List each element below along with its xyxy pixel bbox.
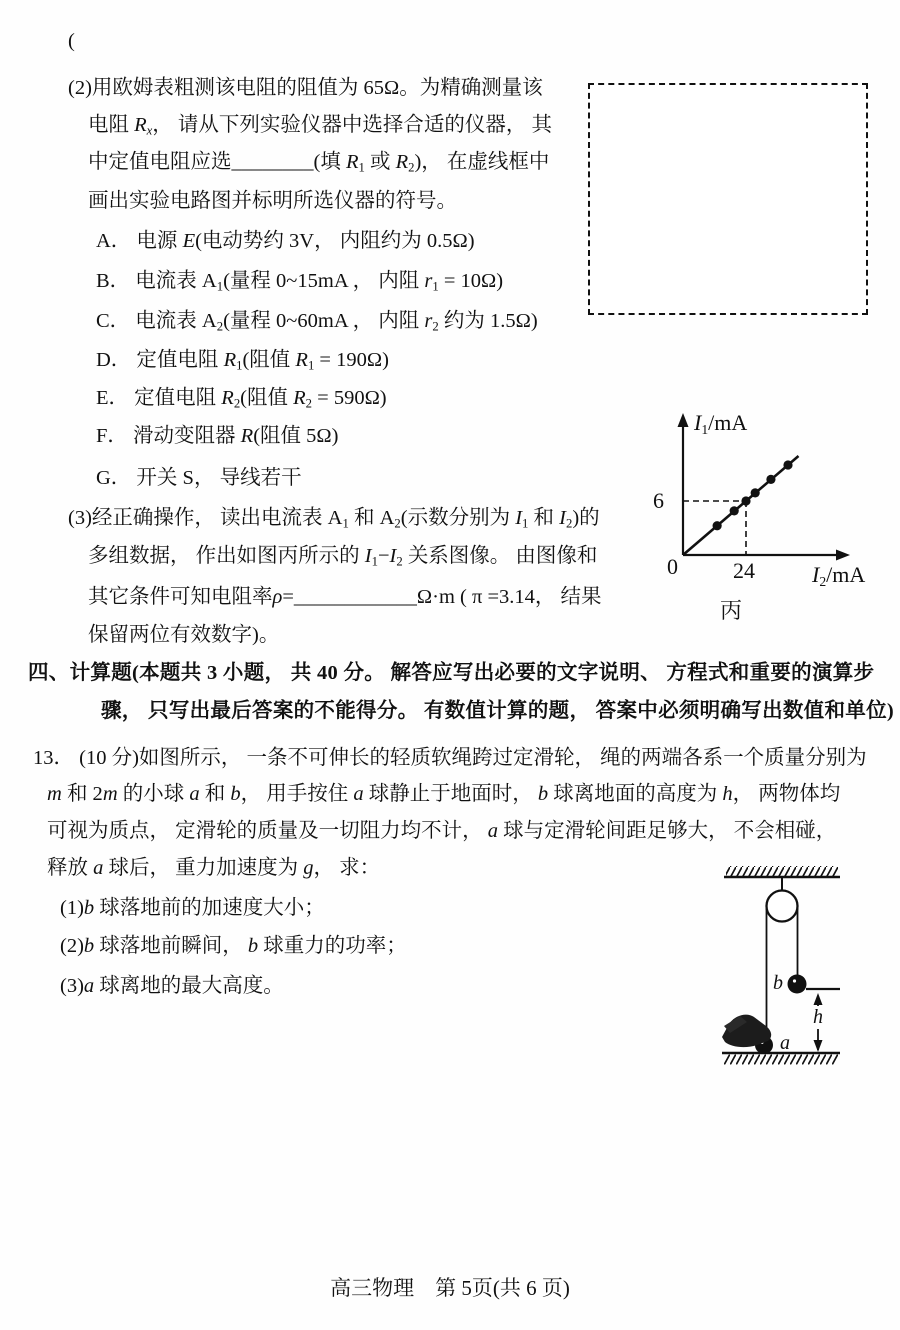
option-g: G． 开关 S， 导线若干 <box>96 467 302 489</box>
graph-caption: 丙 <box>720 598 743 623</box>
q12-part3-line-2: 多组数据， 作出如图丙所示的 I1−I2 关系图像。 由图像和 <box>88 545 598 569</box>
pulley-figure <box>700 856 885 1078</box>
page-footer: 高三物理 第 5页(共 6 页) <box>330 1276 570 1300</box>
pulley-wheel <box>767 891 798 922</box>
q13-sub-1: (1)b 球落地前的加速度大小； <box>60 897 325 919</box>
q13-sub-2: (2)b 球落地前瞬间， b 球重力的功率； <box>60 935 407 957</box>
label-ball-a: a <box>780 1032 790 1054</box>
graph-x-label: I2/mA <box>812 562 866 589</box>
section4-header-line-1: 四、计算题(本题共 3 小题， 共 40 分。 解答应写出必要的文字说明、 方程式和重要的演算步 <box>28 662 875 684</box>
q13-line-1: 13． (10 分)如图所示， 一条不可伸长的轻质软绳跨过定滑轮， 绳的两端各系一个质量分别为 <box>33 747 867 769</box>
circuit-answer-box <box>588 83 868 315</box>
option-b: B． 电流表 A1(量程 0~15mA ， 内阻 r1 = 10Ω) <box>96 270 504 294</box>
option-a: A． 电源 E(电动势约 3V， 内阻约为 0.5Ω) <box>96 230 475 252</box>
graph-canvas <box>638 410 890 622</box>
q12-part2-line-4: 画出实验电路图并标明所选仪器的符号。 <box>88 190 457 212</box>
section4-header-line-2: 骤， 只写出最后答案的不能得分。 有数值计算的题， 答案中必须明确写出数值和单位) <box>101 700 894 722</box>
q13-line-4: 释放 a 球后， 重力加速度为 g， 求： <box>47 857 381 879</box>
q13-line-2: m 和 2m 的小球 a 和 b， 用手按住 a 球静止于地面时， b 球离地面的高度为 h， 两物体均 <box>47 783 841 805</box>
q13-line-3: 可视为质点， 定滑轮的质量及一切阻力均不计， a 球与定滑轮间距足够大， 不会相碰， <box>47 820 837 842</box>
ceiling-hatch <box>726 866 838 876</box>
q12-part3-line-4: 保留两位有效数字)。 <box>88 624 280 646</box>
graph-y-tick: 6 <box>653 488 664 513</box>
q12-part3-line-3: 其它条件可知电阻率ρ=____________Ω·m ( π =3.14， 结果 <box>88 586 602 608</box>
q12-part2-line-2: 电阻 Rx， 请从下列实验仪器中选择合适的仪器， 其 <box>88 114 553 138</box>
option-f: F． 滑动变阻器 R(阻值 5Ω) <box>96 425 339 447</box>
q12-part3-line-1: (3)经正确操作， 读出电流表 A1 和 A2(示数分别为 I1 和 I2)的 <box>68 507 600 531</box>
graph-origin: 0 <box>667 554 678 579</box>
h-arrow-up-icon <box>814 993 823 1005</box>
option-e: E． 定值电阻 R2(阻值 R2 = 590Ω) <box>96 387 387 411</box>
graph-figure <box>638 410 890 622</box>
label-ball-b: b <box>773 972 783 994</box>
q12-part2-line-1: (2)用欧姆表粗测该电阻的阻值为 65Ω。为精确测量该 <box>68 77 543 99</box>
graph-y-label: I1/mA <box>694 410 748 437</box>
ball-b <box>788 975 807 994</box>
option-c: C． 电流表 A2(量程 0~60mA ， 内阻 r2 约为 1.5Ω) <box>96 310 538 334</box>
option-d: D． 定值电阻 R1(阻值 R1 = 190Ω) <box>96 349 389 373</box>
y-axis-arrow-icon <box>678 413 689 427</box>
ground-hatch <box>724 1055 838 1065</box>
q13-sub-3: (3)a 球离地的最大高度。 <box>60 975 284 997</box>
x-axis-arrow-icon <box>836 550 850 561</box>
label-height-h: h <box>813 1006 823 1028</box>
q12-part1-line: ( <box>68 30 75 52</box>
q12-part2-line-3: 中定值电阻应选________(填 R1 或 R2)， 在虚线框中 <box>88 151 550 175</box>
h-arrow-down-icon <box>814 1040 823 1052</box>
graph-x-tick: 24 <box>733 558 755 583</box>
pulley-canvas <box>700 856 885 1078</box>
